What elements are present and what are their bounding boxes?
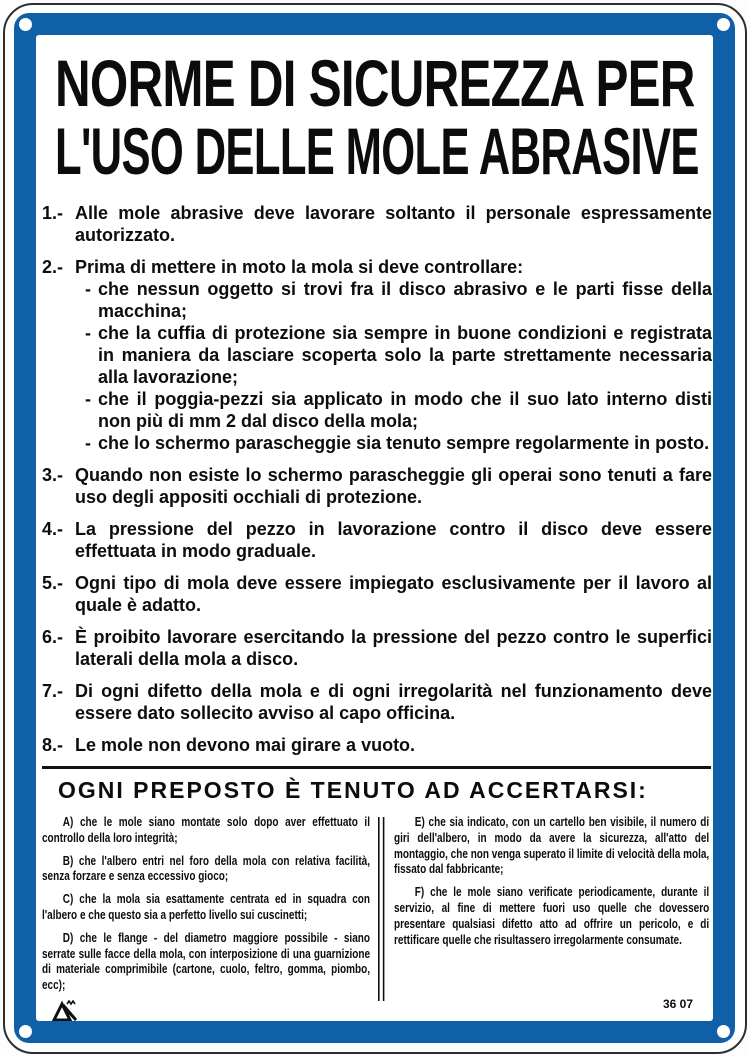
screw-hole-top-right-icon (717, 18, 730, 31)
check-text: che le flange - del diametro maggiore possibile - siano serrate sulle facce della mola, con interposizione di una guarnizione di materiale comprimibile (cartone, cuolo, feltro, gomma, piombo, ecc); (42, 930, 371, 993)
check-text: che le mole siano verificate periodicamente, durante il servizio, al fine di mettere fuori uso quelle che dovessero presentare qualsiasi difetto atto ad offrire un pericolo, e di rettificare quelle che risultassero irregolarmente consumate. (394, 885, 710, 947)
rule-text: Quando non esiste lo schermo parascheggie gli operai sono tenuti a fare uso degli appositi occhiali di protezione. (75, 465, 712, 507)
title-line-1: NORME DI SICUREZZA PER (55, 46, 695, 120)
rule-number: 3.- (42, 465, 64, 485)
check-item-a (42, 815, 370, 847)
rule-text: Le mole non devono mai girare a vuoto. (75, 735, 416, 755)
check-item-f (394, 885, 709, 948)
rule-item-2 (42, 256, 712, 454)
rule-text: È proibito lavorare esercitando la pressione del pezzo contro le superfici laterali della mola a disco. (75, 627, 712, 669)
rule-subitem-text: che la cuffia di protezione sia sempre in buone condizioni e registrata in maniera da lasciare scoperta solo la parte strettamente necessaria alla lavorazione; (98, 323, 712, 387)
check-text: che la mola sia esattamente centrata ed in squadra con l'albero e che questo sia a perfetto livello sui cuscinetti; (42, 892, 371, 922)
rule-item-3 (42, 464, 712, 508)
catalog-code: 36 07 (662, 997, 693, 1011)
section-divider-line (42, 766, 711, 769)
rule-number: 5.- (42, 573, 64, 593)
checks-column-left (42, 815, 370, 1001)
rule-subitem (85, 278, 712, 322)
dash-bullet: - (85, 389, 91, 409)
rule-number: 6.- (42, 627, 64, 647)
checks-columns (42, 815, 709, 1001)
rule-text: La pressione del pezzo in lavorazione contro il disco deve essere effettuata in modo graduale. (75, 519, 712, 561)
checks-column-right (394, 815, 709, 1001)
rule-number: 8.- (42, 735, 64, 755)
check-label: A) (62, 815, 74, 829)
check-item-c (42, 892, 370, 924)
check-item-b (42, 854, 370, 886)
rule-text: Alle mole abrasive deve lavorare soltanto il personale espressamente autorizzato. (75, 203, 712, 245)
check-label: D) (62, 930, 74, 945)
rule-subitem (85, 322, 712, 388)
manufacturer-logo-icon (52, 1000, 79, 1026)
screw-hole-bottom-right-icon (717, 1025, 730, 1038)
column-divider (378, 817, 384, 1001)
rule-subitem (85, 388, 712, 432)
rules-list (42, 202, 713, 756)
section-heading: OGNI PREPOSTO È TENUTO AD ACCERTARSI: (58, 777, 648, 803)
sign-content (36, 35, 713, 1021)
rule-item-1 (42, 202, 712, 246)
check-label: B) (62, 853, 74, 868)
rule-number: 1.- (42, 203, 64, 223)
rule-item-6 (42, 626, 712, 670)
check-label: C) (62, 892, 74, 907)
rule-text: Prima di mettere in moto la mola si deve controllare: (75, 257, 524, 277)
check-label: F) (414, 885, 425, 900)
rule-text: Ogni tipo di mola deve essere impiegato esclusivamente per il lavoro al quale è adatto. (75, 573, 712, 615)
dash-bullet: - (85, 433, 91, 453)
check-text: che sia indicato, con un cartello ben visibile, il numero di giri dell'albero, in modo da avere la sicurezza, all'atto del montaggio, che non venga superato il limite di velocità della mola, fissato dal fabbricante; (394, 815, 710, 877)
rule-item-7 (42, 680, 712, 724)
check-text: che le mole siano montate solo dopo aver effettuato il controllo della loro integrità; (42, 815, 371, 845)
rule-text: Di ogni difetto della mola e di ogni irregolarità nel funzionamento deve essere dato sollecito avviso al capo officina. (75, 681, 712, 723)
dash-bullet: - (85, 323, 91, 343)
rule-subitem (85, 432, 712, 454)
rule-item-5 (42, 572, 712, 616)
title-line-2: L'USO DELLE MOLE ABRASIVE (55, 114, 699, 188)
rule-subitem-text: che nessun oggetto si trovi fra il disco abrasivo e le parti fisse della macchina; (98, 279, 712, 321)
rule-subitem-text: che il poggia-pezzi sia applicato in modo che il suo lato interno disti non più di mm 2 dal disco della mola; (98, 389, 712, 431)
rule-number: 7.- (42, 681, 64, 701)
check-item-d (42, 931, 370, 994)
rule-number: 4.- (42, 519, 64, 539)
rule-subitem-text: che lo schermo parascheggie sia tenuto sempre regolarmente in posto. (98, 433, 710, 453)
check-text: che l'albero entri nel foro della mola con relativa facilità, senza forzare e senza eccessivo gioco; (42, 853, 371, 884)
check-item-e (394, 815, 709, 878)
dash-bullet: - (85, 279, 91, 299)
rule-item-4 (42, 518, 712, 562)
check-label: E) (414, 815, 425, 829)
screw-hole-top-left-icon (19, 18, 32, 31)
screw-hole-bottom-left-icon (19, 1025, 32, 1038)
page-title (55, 46, 713, 188)
rule-number: 2.- (42, 257, 64, 277)
rule-item-8 (42, 734, 712, 756)
